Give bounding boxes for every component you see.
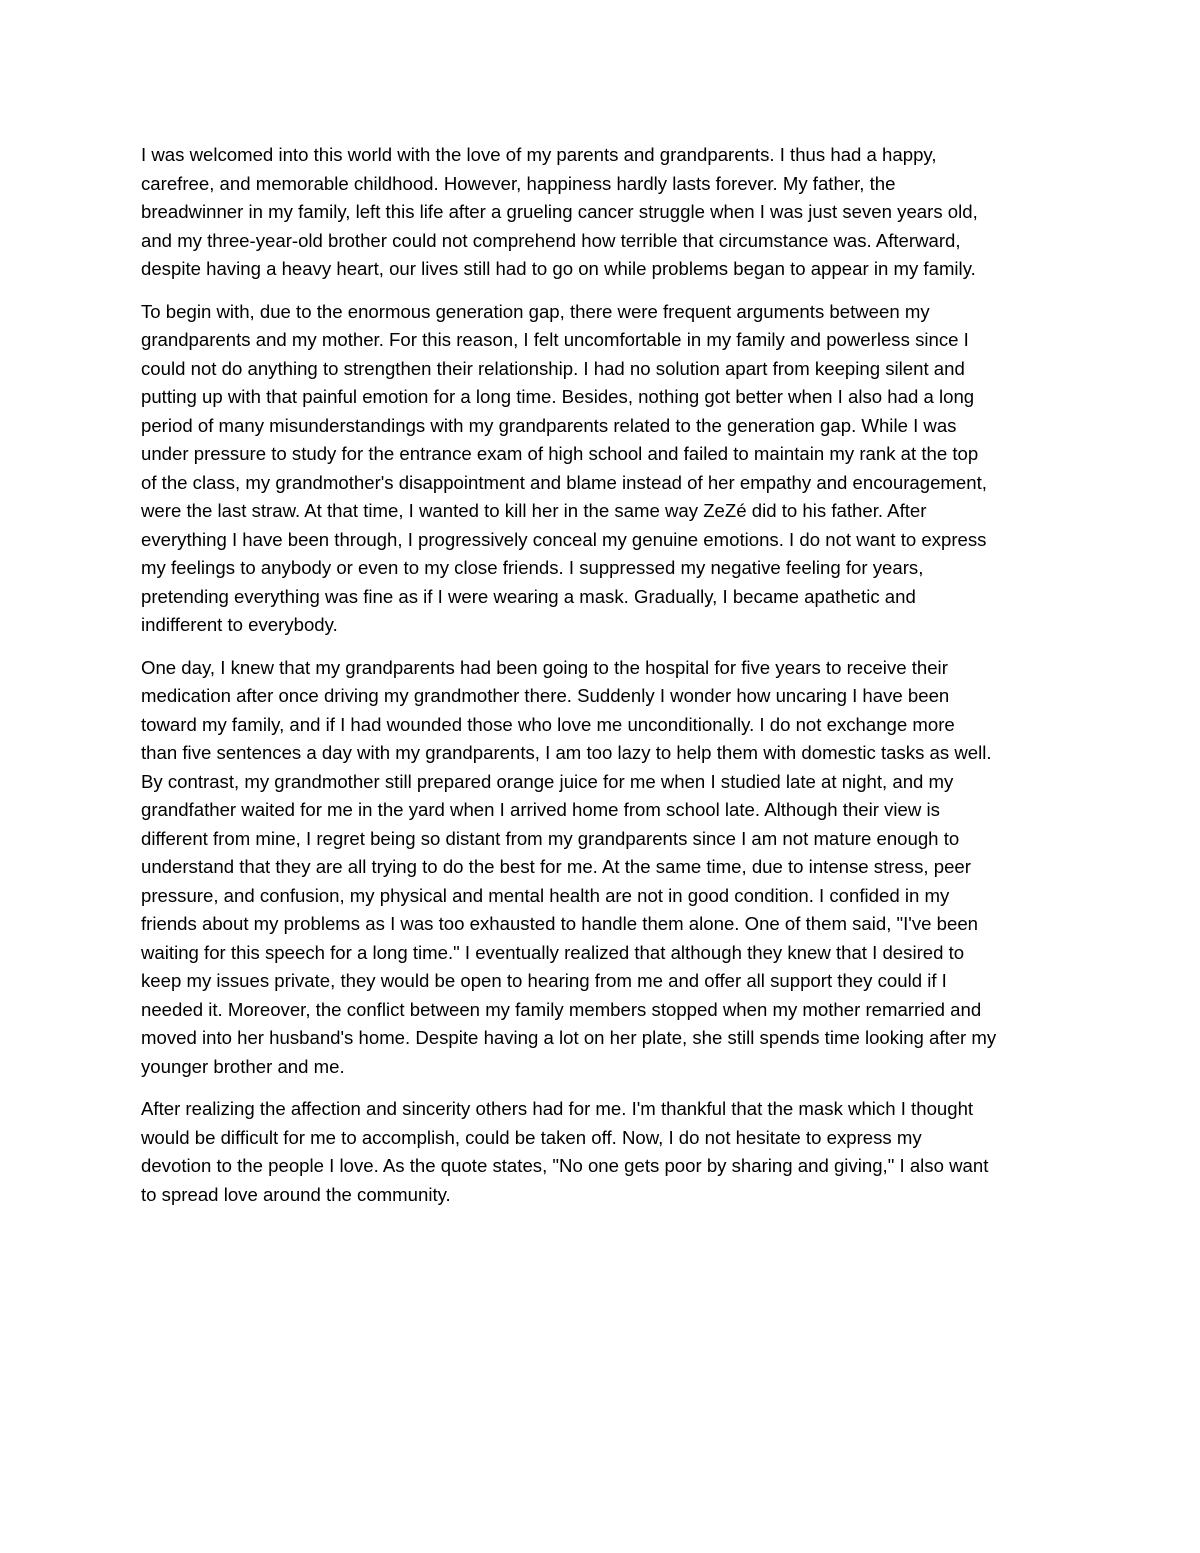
paragraph-3: One day, I knew that my grandparents had been going to the hospital for five years to receive their medication after once driving my grandmother there. Suddenly I wonder how uncaring I have been toward my family, and if I had wounded those who love me unconditionally. I do not exchange more than five sentences a day with my grandparents, I am too lazy to help them with domestic tasks as well. By contrast, my grandmother still prepared orange juice for me when I studied late at night, and my grandfather waited for me in the yard when I arrived home from school late. Although their view is different from mine, I regret being so distant from my grandparents since I am not mature enough to understand that they are all trying to do the best for me. At the same time, due to intense stress, peer pressure, and confusion, my physical and mental health are not in good condition. I confided in my friends about my problems as I was too exhausted to handle them alone. One of them said, "I've been waiting for this speech for a long time." I eventually realized that although they knew that I desired to keep my issues private, they would be open to hearing from me and offer all support they could if I needed it. Moreover, the conflict between my family members stopped when my mother remarried and moved into her husband's home. Despite having a lot on her plate, she still spends time looking after my younger brother and me.: [141, 656, 997, 1077]
paragraph-1: I was welcomed into this world with the love of my parents and grandparents. I thus had a happy, carefree, and memorable childhood. However, happiness hardly lasts forever. My father, the breadwinner in my family, left this life after a grueling cancer struggle when I was just seven years old, and my three-year-old brother could not comprehend how terrible that circumstance was. Afterward, despite having a heavy heart, our lives still had to go on while problems began to appear in my family.: [141, 144, 978, 279]
paragraph-2: To begin with, due to the enormous generation gap, there were frequent arguments between my grandparents and my mother. For this reason, I felt uncomfortable in my family and powerless since I could not do anything to strengthen their relationship. I had no solution apart from keeping silent and putting up with that painful emotion for a long time. Besides, nothing got better when I also had a long period of many misunderstandings with my grandparents related to the generation gap. While I was under pressure to study for the entrance exam of high school and failed to maintain my rank at the top of the class, my grandmother's disappointment and blame instead of her empathy and encouragement, were the last straw. At that time, I wanted to kill her in the same way ZeZé did to his father. After everything I have been through, I progressively conceal my genuine emotions. I do not want to express my feelings to anybody or even to my close friends. I suppressed my negative feeling for years, pretending everything was fine as if I were wearing a mask. Gradually, I became apathetic and indifferent to everybody.: [141, 300, 987, 635]
paragraph-4: After realizing the affection and sincerity others had for me. I'm thankful that the mask which I thought would be difficult for me to accomplish, could be taken off. Now, I do not hesitate to express my devotion to the people I love. As the quote states, "No one gets poor by sharing and giving," I also want to spread love around the community.: [141, 1098, 989, 1205]
document-body: [141, 141, 1059, 1223]
